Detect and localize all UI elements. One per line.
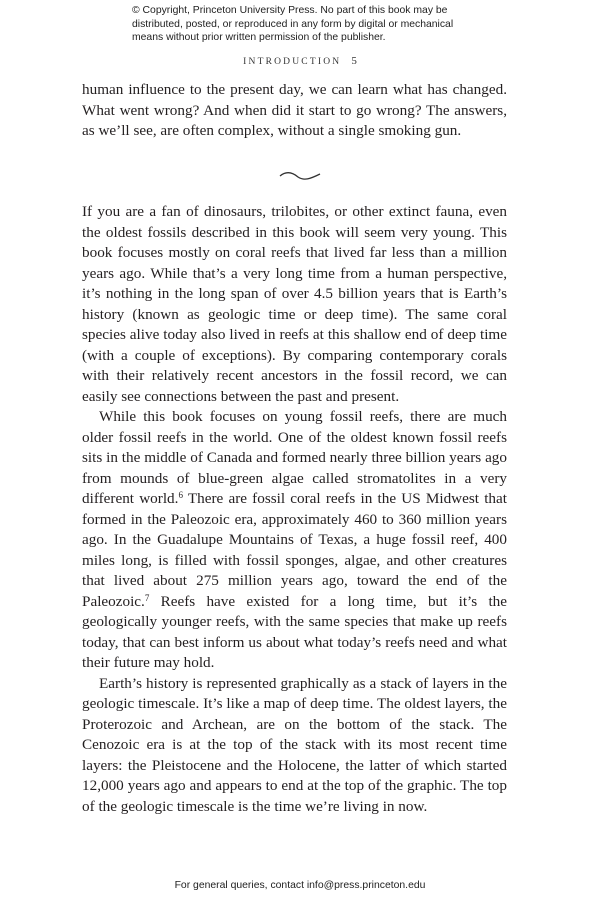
paragraph-2 xyxy=(82,407,507,674)
footnote-ref-7[interactable]: 7 xyxy=(144,592,150,603)
footnote-ref-6[interactable]: 6 xyxy=(178,490,183,500)
text-block-top xyxy=(82,80,507,142)
page-number: 5 xyxy=(351,55,357,67)
paragraph-2-part-c: Reefs have existed for a long time, but it’s the geologically younger reefs, with the same species that make up reefs today, that can best inform us about what today’s reefs need and what their future may hold. xyxy=(82,592,507,671)
running-head xyxy=(0,55,600,67)
tilde-ornament-icon xyxy=(278,169,322,183)
running-head-section: INTRODUCTION xyxy=(243,57,342,67)
paragraph-3: Earth’s history is represented graphically as a stack of layers in the geologic timescale. It’s like a map of deep time. The oldest layers, the Proterozoic and Archean, are on the bottom of the stack. The Cenozoic era is at the top of the stack with its most recent time layers: the Pleistocene and the Holocene, the latter of which started 12,000 years ago and appears to end at the top of the graphic. The top of the geologic timescale is the time we’re living in now. xyxy=(82,674,507,815)
paragraph-continued: human influence to the present day, we can learn what has changed. What went wrong? And when did it start to go wrong? The answers, as we’ll see, are often complex, without a single smoking gun. xyxy=(82,81,507,139)
paragraph-2-part-b: There are fossil coral reefs in the US Midwest that formed in the Paleozoic era, approximately 460 to 360 million years ago. In the Guadalupe Mountains of Texas, a huge fossil reef, 400 miles long, is filled with fossil sponges, algae, and other creatures that lived about 275 million years ago, toward the end of the Paleozoic. xyxy=(82,490,507,610)
text-block-main xyxy=(82,202,507,817)
paragraph-2-part-a: While this book focuses on young fossil reefs, there are much older fossil reefs in the world. One of the oldest known fossil reefs sits in the middle of Canada and formed nearly three billion years ago from mounds of blue-green algae called stromatolites in a very different world. xyxy=(82,408,507,507)
copyright-notice: © Copyright, Princeton University Press. No part of this book may be distributed, posted, or reproduced in any form by digital or mechanical means without prior written permission of the publisher. xyxy=(132,5,454,43)
footer-contact: For general queries, contact info@press.princeton.edu xyxy=(174,880,426,891)
paragraph-1: If you are a fan of dinosaurs, trilobites, or other extinct fauna, even the oldest fossils described in this book will seem very young. This book focuses mostly on coral reefs that lived far less than a million years ago. While that’s a very long time from a human perspective, it’s nothing in the long span of over 4.5 billion years that is Earth’s history (known as geologic time or deep time). The same coral species alive today also lived in reefs at this shallow end of deep time (with a couple of exceptions). By comparing contemporary corals with their relatively recent ancestors in the fossil record, we can easily see connections between the past and present. xyxy=(82,203,507,405)
